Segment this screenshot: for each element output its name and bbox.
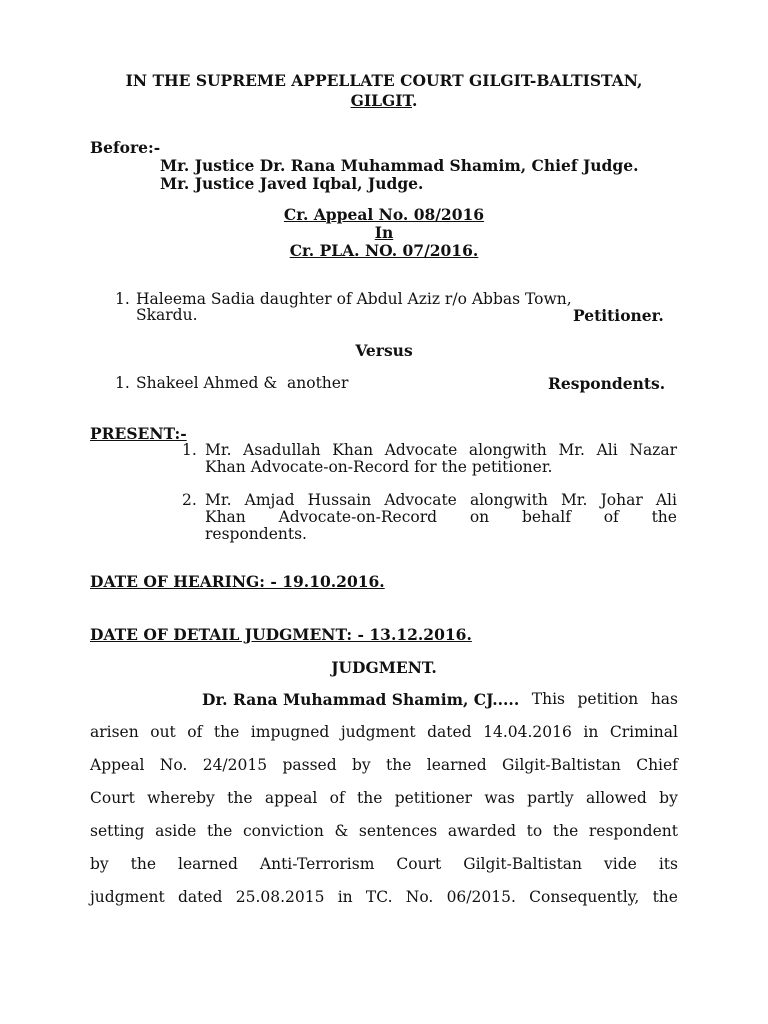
word: sentences <box>358 822 438 840</box>
word: Gilgit-Baltistan <box>463 855 583 873</box>
word: Khan <box>205 508 246 526</box>
word: Khan <box>332 441 374 459</box>
word: conviction <box>242 822 324 840</box>
word: alongwith <box>469 491 548 509</box>
word: No. <box>159 756 188 774</box>
word: the <box>386 756 412 774</box>
bench-label: Before:- <box>90 138 161 157</box>
word: vide <box>604 855 637 873</box>
word: Court <box>90 789 135 807</box>
judgment-line-3 <box>90 790 678 807</box>
judgment-author: Dr. Rana Muhammad Shamim, CJ..... <box>202 690 520 709</box>
word: Gilgit-Baltistan <box>502 756 621 774</box>
word: dated <box>177 888 223 906</box>
petitioner-line-2: Skardu. <box>136 306 198 324</box>
present-item-2-line-1 <box>205 492 677 509</box>
word: by <box>659 789 678 807</box>
judgment-line-5 <box>90 856 678 873</box>
word: Ali <box>596 441 618 459</box>
word: alongwith <box>468 441 547 459</box>
date-of-hearing: DATE OF HEARING: - 19.10.2016. <box>90 572 385 591</box>
word: TC. <box>365 888 393 906</box>
petitioner-number: 1. <box>115 290 130 308</box>
word: 06/2015. <box>446 888 516 906</box>
word: in <box>337 888 353 906</box>
word: its <box>658 855 678 873</box>
judgment-line-1 <box>90 724 678 741</box>
word: 24/2015 <box>202 756 268 774</box>
word: dated <box>427 723 472 741</box>
word: the <box>227 789 253 807</box>
word: learned <box>426 756 487 774</box>
word: 25.08.2015 <box>235 888 325 906</box>
word: No. <box>405 888 434 906</box>
case-appeal-number: Cr. Appeal No. 08/2016 <box>283 205 485 224</box>
court-title-line-2 <box>0 92 768 109</box>
word: Court <box>396 855 442 873</box>
present-item-2-line-2 <box>205 509 677 526</box>
word: the <box>652 888 678 906</box>
judgment-line-6 <box>90 889 678 906</box>
word: Consequently, <box>529 888 640 906</box>
word: Asadullah <box>243 441 321 459</box>
word: out <box>150 723 176 741</box>
petitioner-line-1: Haleema Sadia daughter of Abdul Aziz r/o Abbas Town, <box>136 290 572 308</box>
word: of <box>603 508 619 526</box>
present-label: PRESENT:- <box>90 424 187 443</box>
word: Appeal <box>90 756 145 774</box>
bench-judge-1: Mr. Justice Dr. Rana Muhammad Shamim, Chief Judge. <box>160 156 639 175</box>
word: of <box>329 789 345 807</box>
present-item-2-number: 2. <box>182 491 197 509</box>
word: the <box>130 855 157 873</box>
date-of-detail-judgment: DATE OF DETAIL JUDGMENT: - 13.12.2016. <box>90 625 472 644</box>
judgment-line-0 <box>202 691 678 708</box>
versus-label: Versus <box>355 341 413 360</box>
word: impugned <box>250 723 330 741</box>
word: judgment <box>90 888 165 906</box>
respondent-number: 1. <box>115 374 130 392</box>
respondent-text: Shakeel Ahmed & another <box>136 374 349 392</box>
respondent-role: Respondents. <box>548 374 666 393</box>
bench-judge-2: Mr. Justice Javed Iqbal, Judge. <box>160 174 424 193</box>
word: partly <box>527 789 574 807</box>
judgment-word: petition <box>577 690 639 708</box>
word: Mr. <box>558 441 585 459</box>
word: Mr. <box>205 491 232 509</box>
court-title-line-1: IN THE SUPREME APPELLATE COURT GILGIT-BALTISTAN, <box>125 71 643 90</box>
present-item-2-line-3: respondents. <box>205 525 307 543</box>
court-city: GILGIT <box>350 91 412 110</box>
word: the <box>552 822 579 840</box>
word: on <box>469 508 490 526</box>
word: in <box>583 723 599 741</box>
word: respondent <box>588 822 678 840</box>
word: Mr. <box>205 441 232 459</box>
word: Ali <box>655 491 677 509</box>
word: by <box>352 756 371 774</box>
judgment-title: JUDGMENT. <box>331 658 437 677</box>
word: Mr. <box>560 491 588 509</box>
word: the <box>357 789 383 807</box>
present-item-1-line-2: Khan Advocate-on-Record for the petitioner. <box>205 458 553 476</box>
word: the <box>213 723 240 741</box>
word: Nazar <box>629 441 677 459</box>
word: Hussain <box>307 491 372 509</box>
present-item-1-number: 1. <box>182 441 197 459</box>
word: Amjad <box>244 491 295 509</box>
word: learned <box>178 855 238 873</box>
word: petitioner <box>394 789 473 807</box>
court-city-suffix: . <box>412 91 418 110</box>
word: behalf <box>521 508 571 526</box>
word: the <box>206 822 233 840</box>
case-pla-number: Cr. PLA. NO. 07/2016. <box>289 241 479 260</box>
word: setting <box>90 822 145 840</box>
word: 14.04.2016 <box>483 723 572 741</box>
word: Chief <box>636 756 678 774</box>
word: Criminal <box>609 723 678 741</box>
judgment-word: has <box>650 690 678 708</box>
word: Advocate <box>384 441 458 459</box>
word: whereby <box>147 789 215 807</box>
judgment-line-2 <box>90 757 678 774</box>
word: Advocate-on-Record <box>278 508 438 526</box>
word: Anti-Terrorism <box>259 855 375 873</box>
word: of <box>187 723 203 741</box>
case-in: In <box>374 223 394 242</box>
judgment-word: This <box>531 690 565 708</box>
word: Johar <box>600 491 643 509</box>
petitioner-role: Petitioner. <box>573 306 664 325</box>
word: judgment <box>340 723 416 741</box>
judgment-line-4 <box>90 823 678 840</box>
word: by <box>90 855 109 873</box>
word: to <box>526 822 543 840</box>
present-item-1-line-1 <box>205 442 677 459</box>
word: passed <box>282 756 337 774</box>
word: allowed <box>586 789 647 807</box>
word: & <box>334 822 349 840</box>
word: Advocate <box>384 491 457 509</box>
word: arisen <box>90 723 139 741</box>
word: awarded <box>447 822 517 840</box>
word: aside <box>155 822 197 840</box>
word: was <box>484 789 515 807</box>
word: appeal <box>264 789 318 807</box>
word: the <box>651 508 677 526</box>
